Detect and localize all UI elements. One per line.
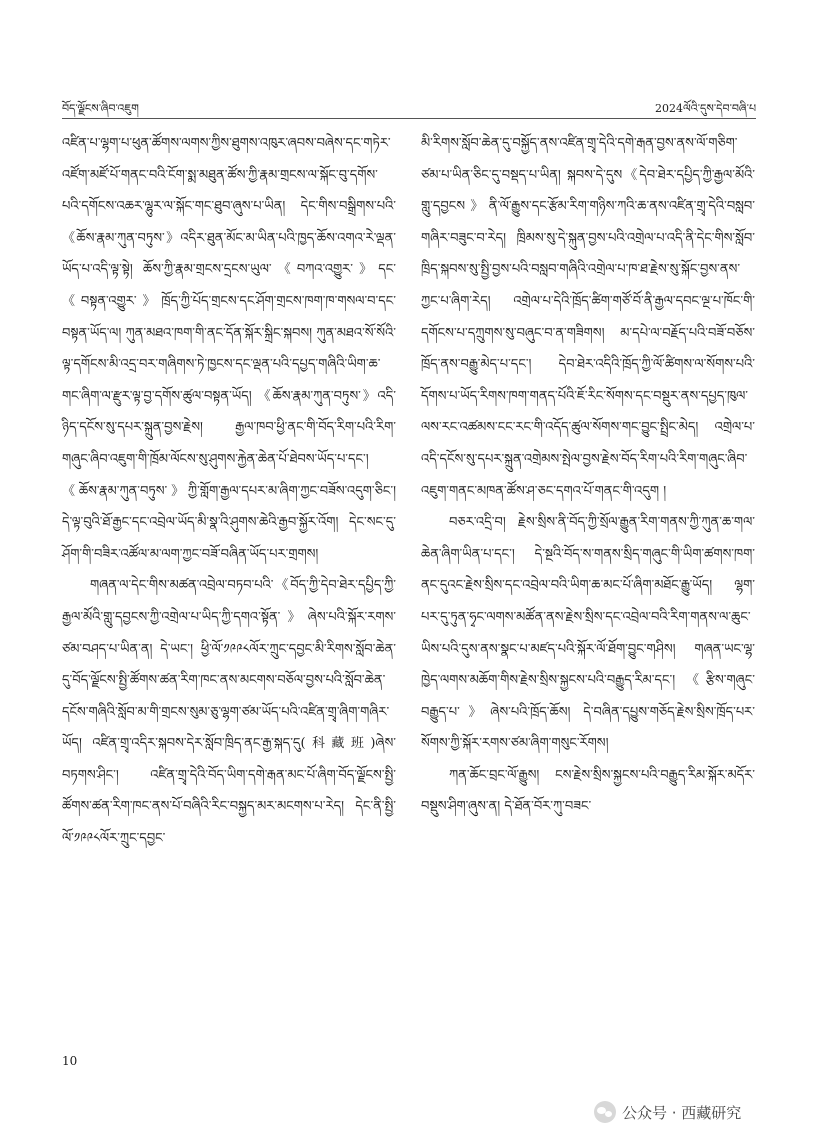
paragraph: འཛིན་པ་ལྷག་པ་ཕུན་ཚོགས་ལགས་ཀྱིས་ཐུགས་འཁུར་ཞབས་བཞེས་དང་གཏེར་འཛོག་མཛོ་པོ་གནང་བའི་ངོག་སྨ་མཐུན་ཚོས་ཀྱི་རྣམ་གྲངས་ལ་སྐོང་བུ་དགོས་པའི་དགོངས་འཆར་ལྷུར་ལ་སྐོང་གང་ཐུབ་ཞུས་པ་ཡིན། དེང་གིས་བསྒྲིགས་པའི་《ཆོས་རྣམ་ཀུན་བཏུས་》འདིར་ཐུན་མོང་མ་ཡིན་པའི་ཁྱད་ཆོས་འགའ་རེ་ལྡན་ཡོད་པ་འདི་ལྟ་སྟེ། ཆོས་ཀྱི་རྣམ་གྲངས་དྲངས་ཡུལ་《བཀའ་འགྱུར་》དང་《བསྟན་འགྱུར་》ཁྲོད་ཀྱི་པོད་གྲངས་དང་ཤོག་གྲངས་ཁག་ཁ་གསལ་བ་དང་བསྟན་ཡོད་ལ། ཀུན་མཐའ་ཁག་གི་ནང་དོན་སྐོར་སྐྲིང་སྐབས། ཀུན་མཐའ་སོ་སོའི་ལྟ་དགོངས་མི་འདྲ་བར་གཞིགས་ཏེ་ཁྱངས་དང་ལྡན་པའི་དཔྱད་གཞིའི་ཡིག་ཆ་གང་ཞིག་ལ་རྫུར་ལྟ་བྱ་དགོས་ཚུལ་བསྟན་ཡོད། 《ཆོས་རྣམ་ཀུན་བཏུས་》འདི་ཉིད་དངོས་སུ་དཔར་སྐྲུན་བྱས་རྗེས། རྒྱལ་ཁབ་ཕྱི་ནང་གི་བོད་རིག་པའི་རིག་གཞུང་ཞིབ་འཇུག་གི་ཁྲོམ་ལོངས་སུ་ཤུགས་རྐྱེན་ཆེན་པོ་ཐེབས་ཡོད་པ་དང་། 《ཆོས་རྣམ་ཀུན་བཏུས་》ཀྱི་གློག་རྒྱལ་དཔར་མ་ཞིག་ཀྱང་བཟོས་འདུག་ཅིང་། དེ་ལྟ་བུའི་ཐོ་རྒྱང་དང་འབྲེལ་ཡོད་མི་སྣ་འི་ཤུགས་ཆེའི་རྒྱབ་སྐྱོར་འོག། དེང་སང་དུ་ཤོག་གི་བཟིར་འཚོལ་མ་ལག་ཀྱང་བཟོ་བཞིན་ཡོད་པར་གྲགས། bbox=[62, 136, 396, 562]
page-number: 10 bbox=[62, 1054, 78, 1068]
left-column bbox=[62, 128, 396, 855]
answer-paragraph: ཀན་ཆོང་བྲང་ལོ་རྒྱུས། ངས་རྗེས་སྲིས་སྐྱངས་པའི་བརྒྱུད་རིམ་སྐོར་མདོར་བསྡུས་ཤིག་ཞུས་ན། དེ་ཐོན་བོར་ཀུ་བཟང་ bbox=[421, 767, 755, 815]
paragraph: མི་རིགས་སློབ་ཆེན་དུ་བསྐྱོད་ནས་འཛིན་གྲྭ་དེའི་དགེ་རྒན་བྱས་ནས་ལོ་གཅིག་ཙམ་པ་ཡིན་ཅིང་དུ་བསྡད་པ་ཡིན། སྐབས་དེ་དུས《དེབ་ཐེར་དཔྱིད་ཀྱི་རྒྱལ་མོའི་གླུ་དབྱངས》ནི་ལོ་རྒྱུས་དང་རྩོམ་རིག་གཉིས་ཀའི་ཆ་ནས་འཛིན་གྲྭ་དེའི་བསླབ་གཞིར་བཟུང་བ་རེད། ཁྲིམས་སུ་དེ་སྐུན་བྱས་པའི་འགྲེལ་པ་འདི་ནི་དེང་གིས་སློབ་ཁྲིད་སྐབས་སུ་སྤྱི་བྱས་པའི་བསླབ་གཞིའི་འགྲེལ་པ་ཁ་ཐ་རྗེས་སུ་སྐོང་བྱས་ནས་ཀྱང་པ་ཞིག་རེད། འགྲེལ་པ་དེའི་ཁྲོད་ཚིག་གཙོ་བོ་ནི་རྒྱལ་དབང་ལྔ་པ་ཁོང་གི་དགོངས་པ་དཀྲུགས་སུ་བཞུང་བ་ན་གཟིགས། མ་དཔེ་ལ་བརྗོད་པའི་བཟོ་བཅོས་ཁྲོད་ནས་བརྒྱུ་མེད་པ་དང་། དེབ་ཐེར་འདིའི་ཁྲོད་ཀྱི་ལོ་ཚིགས་ལ་སོགས་པའི་དོགས་པ་ཡོད་རིགས་ཁག་གནད་པོའི་ཇོ་རིང་སོགས་དང་བསྡུར་ནས་དཔྱད་ཁུལ་ལས་རང་འཚམས་ངང་རང་གི་འདོད་ཚུལ་སོགས་གང་བྱུང་སྤྲིང་མེད། འགྲེལ་པ་འདི་དངོས་སུ་དཔར་སྐྲུན་འགྲེམས་སྤེལ་བྱས་རྗེས་བོད་རིག་པའི་རིག་གཞུང་ཞིབ་འཇུག་གནང་མཁན་ཚོས་ཤ་ཅང་དགའ་པོ་གནང་གི་འདུག ། bbox=[421, 136, 755, 499]
watermark bbox=[594, 1100, 741, 1124]
running-header bbox=[62, 96, 756, 118]
issue-label: 2024ལོའི་དུས་དེབ་བཞི་པ bbox=[655, 102, 756, 115]
paragraph: གཞན་ལ་དེང་གིས་མཚན་འབྲེལ་བཏབ་པའི་《བོད་ཀྱི་དེབ་ཐེར་དཔྱིད་ཀྱི་རྒྱལ་མོའི་གླུ་དབྱངས་ཀྱི་འགྲེལ་པ་ཡིད་ཀྱི་དགའ་སྟོན་》ཞེས་པའི་སྐོར་རགས་ཙམ་བཤད་པ་ཡིན་ན། དེ་ཡང་། ཕྱི་ལོ་༡༩༩༨ལོར་ཀྲུང་དབྱང་མི་རིགས་སློབ་ཆེན་དུ་བོད་ལྗོངས་སྤྱི་ཚོགས་ཚན་རིག་ཁང་ནས་མངགས་བཅོལ་བྱས་པའི་སློབ་ཆེན་དངོས་གཞིའི་སློབ་མ་གི་གྲངས་སུམ་ཅུ་ལྷག་ཙམ་ཡོད་པའི་འཛིན་གྲྭ་ཞིག་གཞིར་ཡོད། འཛིན་གྲྭ་འདིར་སྐབས་དེར་སློབ་ཁྲིད་ནང་རྒྱ་སྐད་དུ(科藏班)ཞེས་བཏགས་ཤིང་། འཛིན་གྲྭ་དེའི་བོད་ཡིག་དགེ་རྒན་མང་པོ་ཞིག་བོད་ལྗོངས་སྤྱི་ཚོགས་ཚན་རིག་ཁང་ནས་པོ་བཞིའི་རིང་བསྐྱད་མར་མངགས་པ་རེད། དེང་ནི་སྤྱི་ལོ་༡༩༩༨ལོར་ཀྲུང་དབྱང་ bbox=[62, 578, 396, 847]
wechat-icon bbox=[594, 1101, 616, 1123]
right-column bbox=[421, 128, 755, 823]
journal-title: བོད་ལྗོངས་ཞིབ་འཇུག bbox=[62, 102, 139, 115]
watermark-text: 公众号 · 西藏研究 bbox=[622, 1103, 742, 1122]
header-rule bbox=[62, 118, 756, 119]
interviewer-paragraph: བཅར་འདྲི་བ། རྗེས་སྲིས་ནི་བོད་ཀྱི་སྲོལ་རྒྱུན་རིག་གནས་ཀྱི་ཀུན་ཆ་གལ་ཆེན་ཞིག་ཡིན་པ་དང་། དེ་སྔའི་བོད་ས་གནས་སྲིད་གཞུང་གི་ཡིག་ཚགས་ཁག་ནང་དུའང་རྗེས་སྲིས་དང་འབྲེལ་བའི་ཡིག་ཆ་མང་པོ་ཞིག་མཐོང་རྒྱུ་ཡོད། ལྷག་པར་དུ་ཏུན་ཧྭང་ལགས་མཚོན་ནས་རྗེས་སྲིས་དང་འབྲེལ་བའི་རིག་གནས་ལ་ཆུང་ཡིས་པའི་དུས་ནས་སྣང་པ་མཛད་པའི་སྐོར་ལོ་ཐོག་བྱུང་གཤིས། གཞན་ཡང་ལྷ་ཁྱེད་ལགས་མཆོག་གིས་རྗེས་སྲིས་སྐྱངས་པའི་བརྒྱུད་རིམ་དང་། 《རྩིས་གཞུང་བརྒྱུད་པ་》ཞེས་པའི་ཁྲོད་ཆོས། དེ་བཞིན་དཔྱུས་གཅོད་རྗེས་སྲིས་ཁྲོད་པར་སོགས་ཀྱི་སྐོར་རགས་ཙམ་ཞིག་གསུང་རོགས། bbox=[421, 515, 755, 752]
